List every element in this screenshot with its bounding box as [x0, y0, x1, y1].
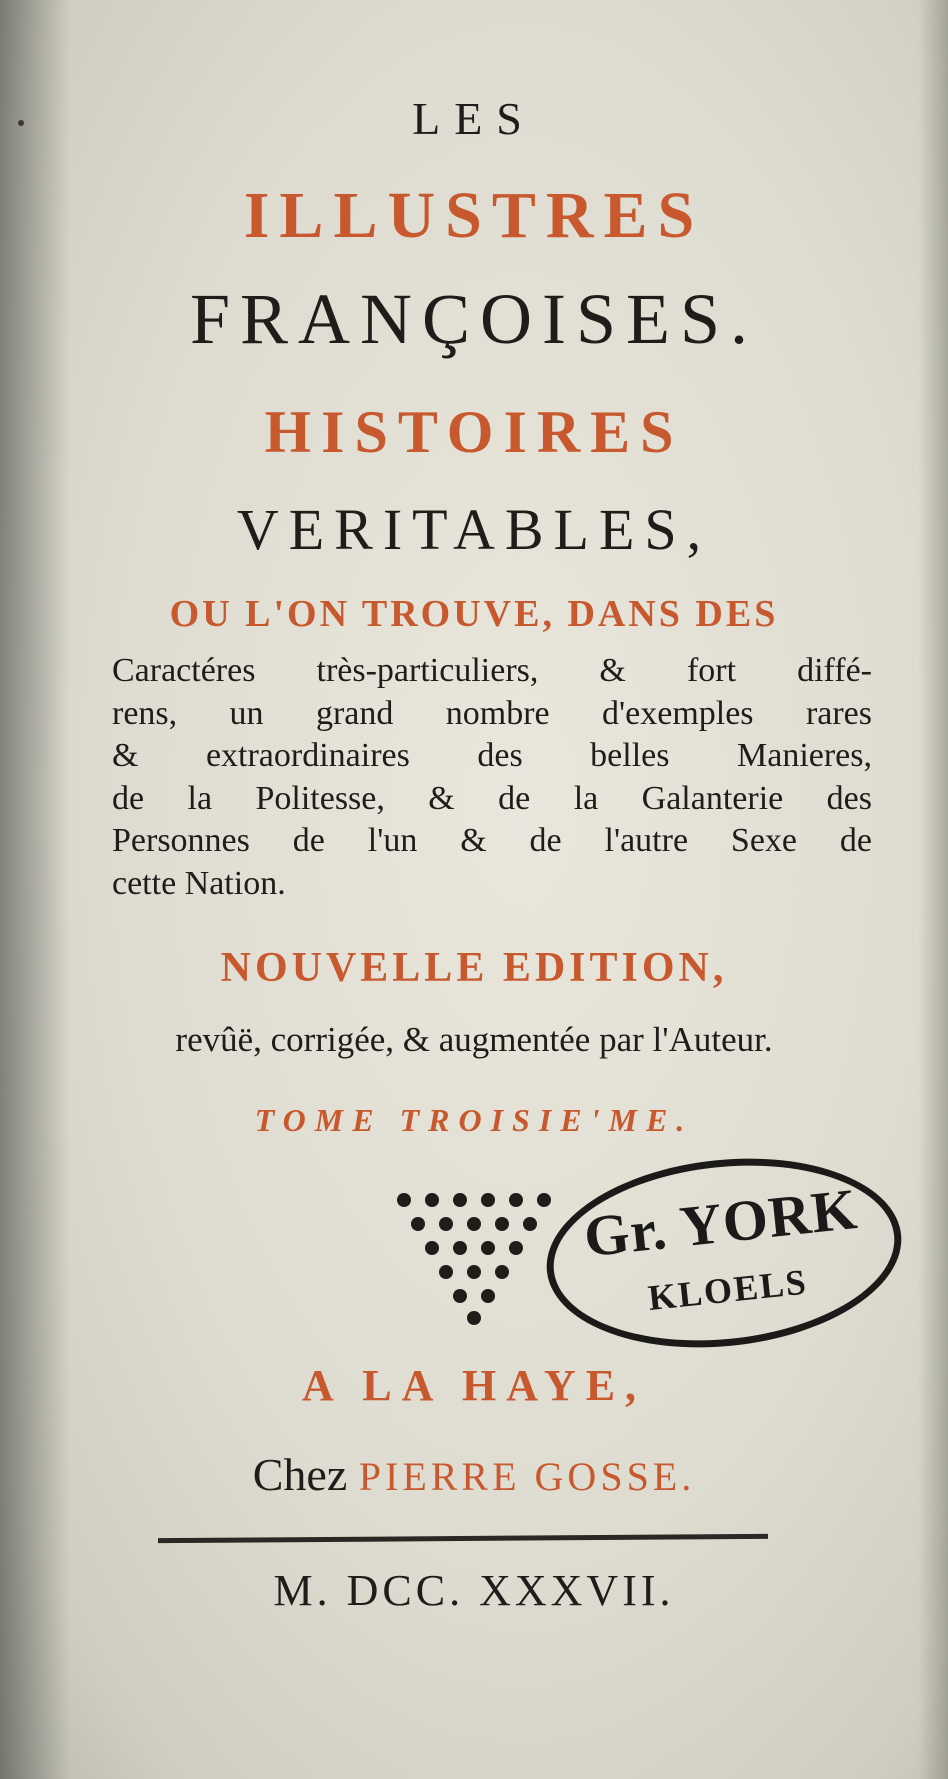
title-les: LES [412, 93, 536, 144]
title-francoises: FRANÇOISES. [189, 279, 759, 359]
imprint-printer-line [0, 1448, 948, 1501]
volume-label: TOME TROISIE'ME. [254, 1102, 694, 1138]
page-edge [918, 0, 948, 1779]
description-line: Personnes de l'un & de l'autre Sexe de [112, 822, 872, 859]
imprint-chez: Chez [252, 1449, 348, 1500]
library-stamp [537, 1142, 910, 1364]
description-line: de la Politesse, & de la Galanterie des [112, 779, 872, 817]
description-line: Caractéres très-particuliers, & fort diffé- [112, 652, 872, 689]
printers-ornament [392, 1190, 562, 1330]
description-paragraph [112, 650, 872, 905]
divider-rule [158, 1534, 768, 1543]
title-veritables: VERITABLES, [236, 497, 712, 562]
imprint-place: A LA HAYE, [301, 1361, 647, 1410]
imprint-printer-name: PIERRE GOSSE. [358, 1454, 696, 1499]
description-line: & extraordinaires des belles Manieres, [112, 737, 872, 774]
stamp-text-line-1: Gr. YORK [580, 1176, 861, 1270]
subtitle-ou-lon: OU L'ON TROUVE, DANS DES [169, 593, 779, 635]
stamp-text-line-2: KLOELS [646, 1261, 810, 1319]
edition-heading: NOUVELLE EDITION, [220, 945, 728, 991]
gutter-shadow [0, 0, 70, 1779]
edition-note: revûë, corrigée, & augmentée par l'Auteur. [175, 1020, 773, 1059]
description-line: cette Nation. [112, 864, 286, 902]
ornament-row [397, 1193, 551, 1207]
title-histoires: HISTOIRES [264, 399, 684, 465]
imprint-date: M. DCC. XXXVII. [273, 1566, 675, 1615]
description-line: rens, un grand nombre d'exemples rares [112, 694, 872, 732]
title-illustres: ILLUSTRES [243, 179, 705, 252]
